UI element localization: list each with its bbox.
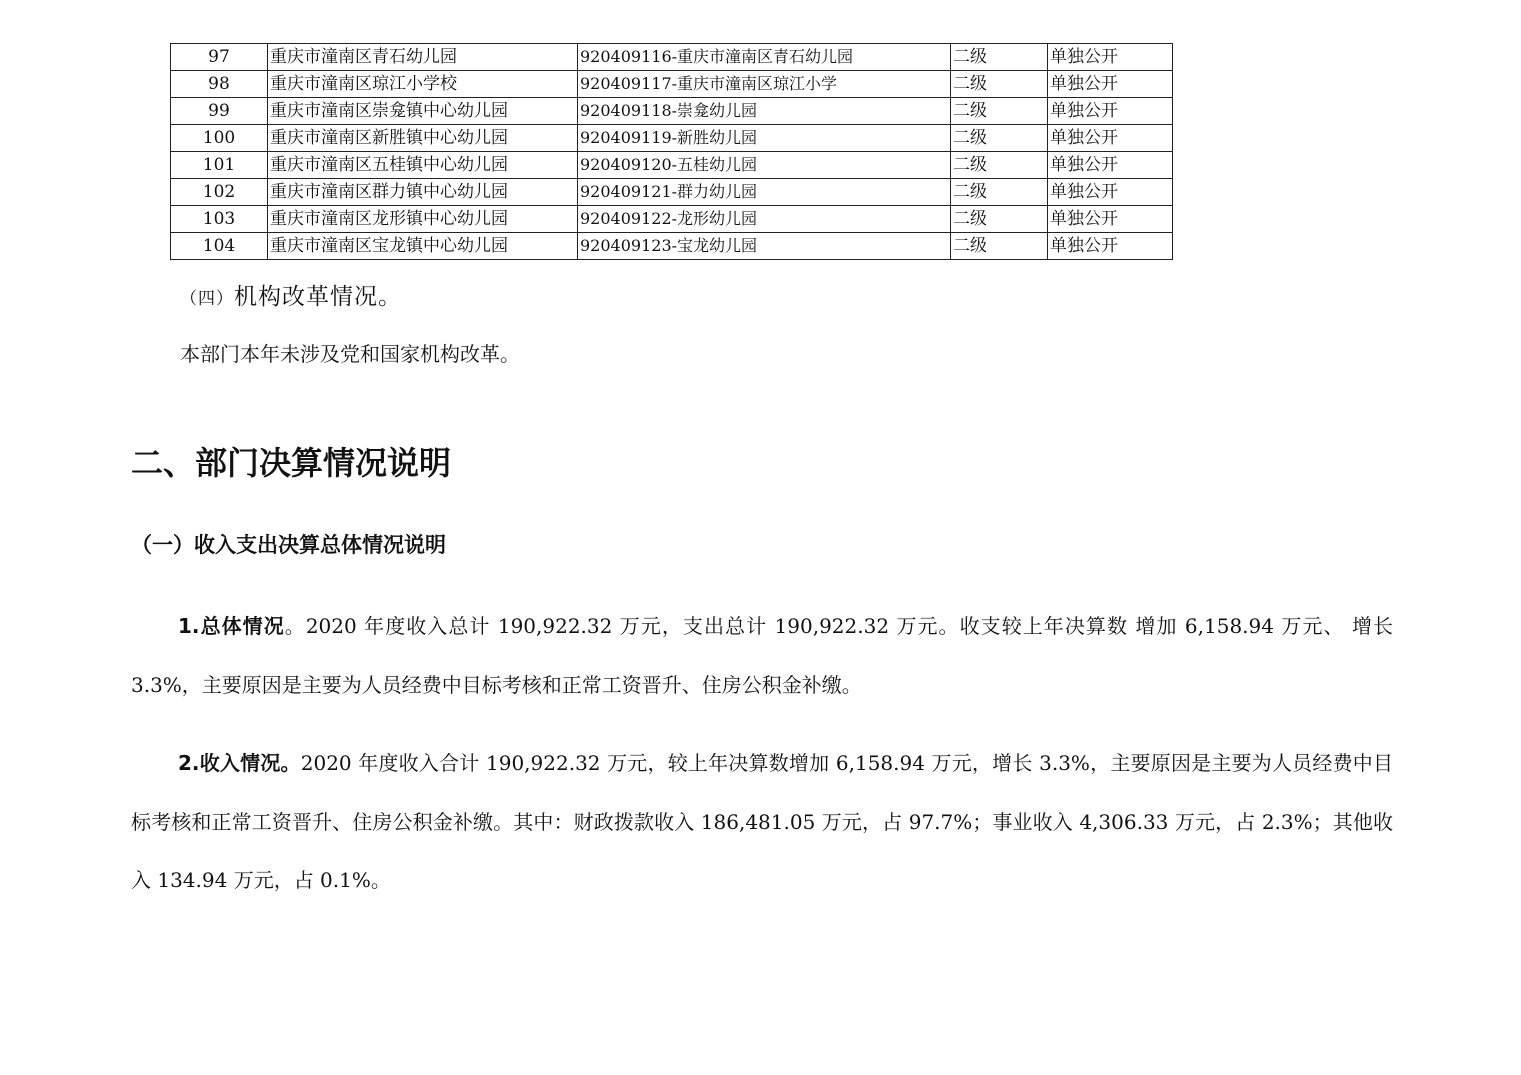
unit-name: 重庆市潼南区群力镇中心幼儿园 <box>268 179 578 206</box>
disclosure-mode: 单独公开 <box>1048 152 1173 179</box>
disclosure-mode: 单独公开 <box>1048 44 1173 71</box>
row-number: 101 <box>171 152 268 179</box>
disclosure-mode: 单独公开 <box>1048 233 1173 260</box>
table-row <box>171 179 1173 206</box>
unit-level: 二级 <box>951 179 1048 206</box>
table-row <box>171 71 1173 98</box>
row-number: 102 <box>171 179 268 206</box>
income-paragraph <box>131 734 1393 910</box>
disclosure-mode: 单独公开 <box>1048 179 1173 206</box>
unit-level: 二级 <box>951 71 1048 98</box>
unit-name: 重庆市潼南区琼江小学校 <box>268 71 578 98</box>
overall-text: 。2020 年度收入总计 190,922.32 万元，支出总计 190,922.32 万元。收支较上年决算数 增加 6,158.94 万元、 增长 3.3%，主要原因是主要为人员经费中目标考核和正常工资晋升、住房公积金补缴。 <box>131 614 1394 697</box>
income-lead: 2.收入情况。 <box>178 751 301 775</box>
unit-name: 重庆市潼南区龙形镇中心幼儿园 <box>268 206 578 233</box>
row-number: 104 <box>171 233 268 260</box>
table-row <box>171 233 1173 260</box>
table-row <box>171 44 1173 71</box>
table-row <box>171 125 1173 152</box>
unit-code: 920409123-宝龙幼儿园 <box>578 233 951 260</box>
unit-level: 二级 <box>951 125 1048 152</box>
unit-name: 重庆市潼南区宝龙镇中心幼儿园 <box>268 233 578 260</box>
unit-level: 二级 <box>951 152 1048 179</box>
unit-code: 920409119-新胜幼儿园 <box>578 125 951 152</box>
unit-code: 920409117-重庆市潼南区琼江小学 <box>578 71 951 98</box>
table-row <box>171 152 1173 179</box>
unit-code: 920409118-崇龛幼儿园 <box>578 98 951 125</box>
section-title: 二、部门决算情况说明 <box>131 444 452 482</box>
unit-level: 二级 <box>951 206 1048 233</box>
unit-name: 重庆市潼南区青石幼儿园 <box>268 44 578 71</box>
unit-code: 920409116-重庆市潼南区青石幼儿园 <box>578 44 951 71</box>
disclosure-mode: 单独公开 <box>1048 206 1173 233</box>
unit-code: 920409122-龙形幼儿园 <box>578 206 951 233</box>
row-number: 103 <box>171 206 268 233</box>
row-number: 99 <box>171 98 268 125</box>
unit-name: 重庆市潼南区崇龛镇中心幼儿园 <box>268 98 578 125</box>
unit-code: 920409120-五桂幼儿园 <box>578 152 951 179</box>
unit-name: 重庆市潼南区新胜镇中心幼儿园 <box>268 125 578 152</box>
section-subtitle: （一）收入支出决算总体情况说明 <box>131 533 446 557</box>
row-number: 100 <box>171 125 268 152</box>
overall-lead: 1.总体情况 <box>178 614 285 638</box>
unit-level: 二级 <box>951 98 1048 125</box>
overall-paragraph <box>131 597 1393 714</box>
unit-level: 二级 <box>951 44 1048 71</box>
income-text: 2020 年度收入合计 190,922.32 万元，较上年决算数增加 6,158.94 万元，增长 3.3%，主要原因是主要为人员经费中目标考核和正常工资晋升、住房公积金补缴。其中：财政拨款收入 186,481.05 万元，占 97.7%；事业收入 4,306.33 万元，占 2.3%；其他收入 134.94 万元，占 0.1%。 <box>131 751 1393 892</box>
unit-name: 重庆市潼南区五桂镇中心幼儿园 <box>268 152 578 179</box>
unit-code: 920409121-群力幼儿园 <box>578 179 951 206</box>
unit-level: 二级 <box>951 233 1048 260</box>
disclosure-mode: 单独公开 <box>1048 125 1173 152</box>
reform-heading-number: （四） <box>180 289 234 309</box>
disclosure-mode: 单独公开 <box>1048 71 1173 98</box>
reform-heading-text: 机构改革情况。 <box>234 284 402 310</box>
row-number: 97 <box>171 44 268 71</box>
table-row <box>171 206 1173 233</box>
reform-paragraph: 本部门本年未涉及党和国家机构改革。 <box>180 342 520 366</box>
reform-heading <box>180 280 402 316</box>
disclosure-mode: 单独公开 <box>1048 98 1173 125</box>
table-row <box>171 98 1173 125</box>
row-number: 98 <box>171 71 268 98</box>
units-table <box>170 43 1173 260</box>
